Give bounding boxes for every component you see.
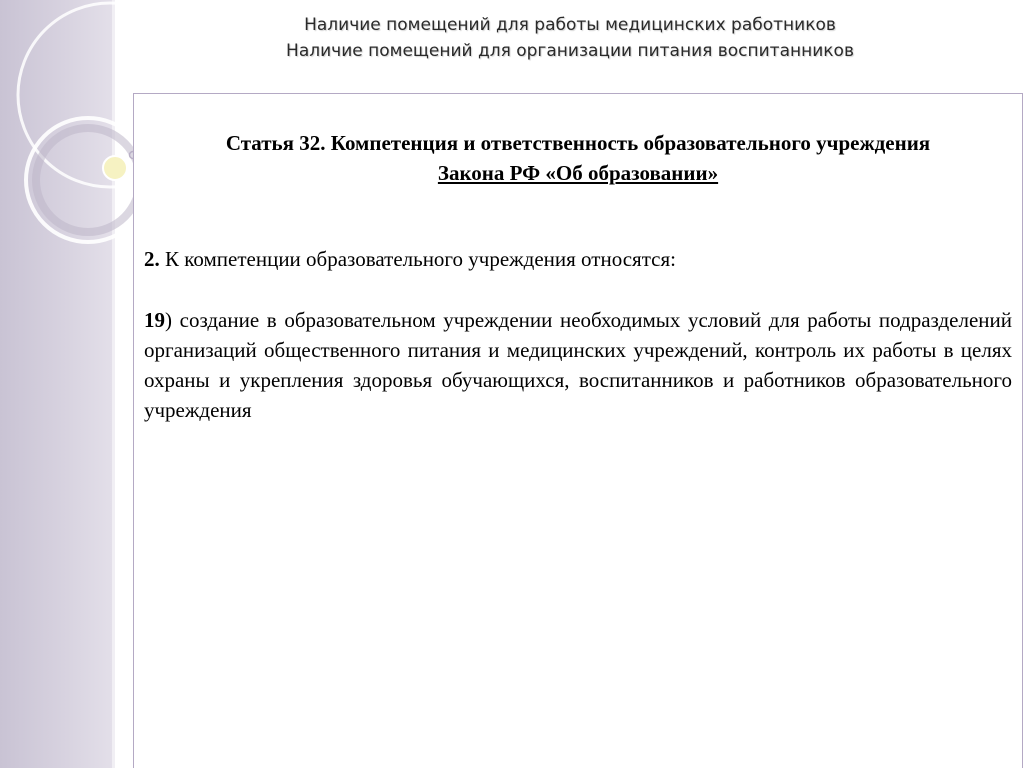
point-19 [144, 305, 1012, 425]
point-2 [144, 244, 1012, 274]
glow-dot [103, 156, 127, 180]
header-line-1: Наличие помещений для работы медицинских работников [304, 15, 836, 35]
decorative-circles [0, 0, 150, 260]
point-19-text: ) создание в образовательном учреждении необходимых условий для работы подразделений организаций общественного питания и медицинских учреждений, контроль их работы в целях охраны и укрепления здоровья обучающихся, воспитанников и работников образовательного учреждения [144, 308, 1012, 422]
middle-ring [26, 118, 150, 242]
article-body [144, 128, 1012, 425]
slide-header [180, 12, 960, 64]
header-line-2: Наличие помещений для организации питания воспитанников [286, 41, 854, 61]
point-19-number: 19 [144, 308, 165, 332]
point-2-text: К компетенции образовательного учреждения относятся: [159, 247, 676, 271]
point-2-number: 2. [144, 247, 160, 271]
inner-ring [36, 128, 140, 232]
article-title-text: Статья 32. Компетенция и ответственность образовательного учреждения [225, 131, 931, 155]
article-title [144, 128, 1012, 188]
law-name: Закона РФ «Об образовании» [437, 161, 719, 185]
